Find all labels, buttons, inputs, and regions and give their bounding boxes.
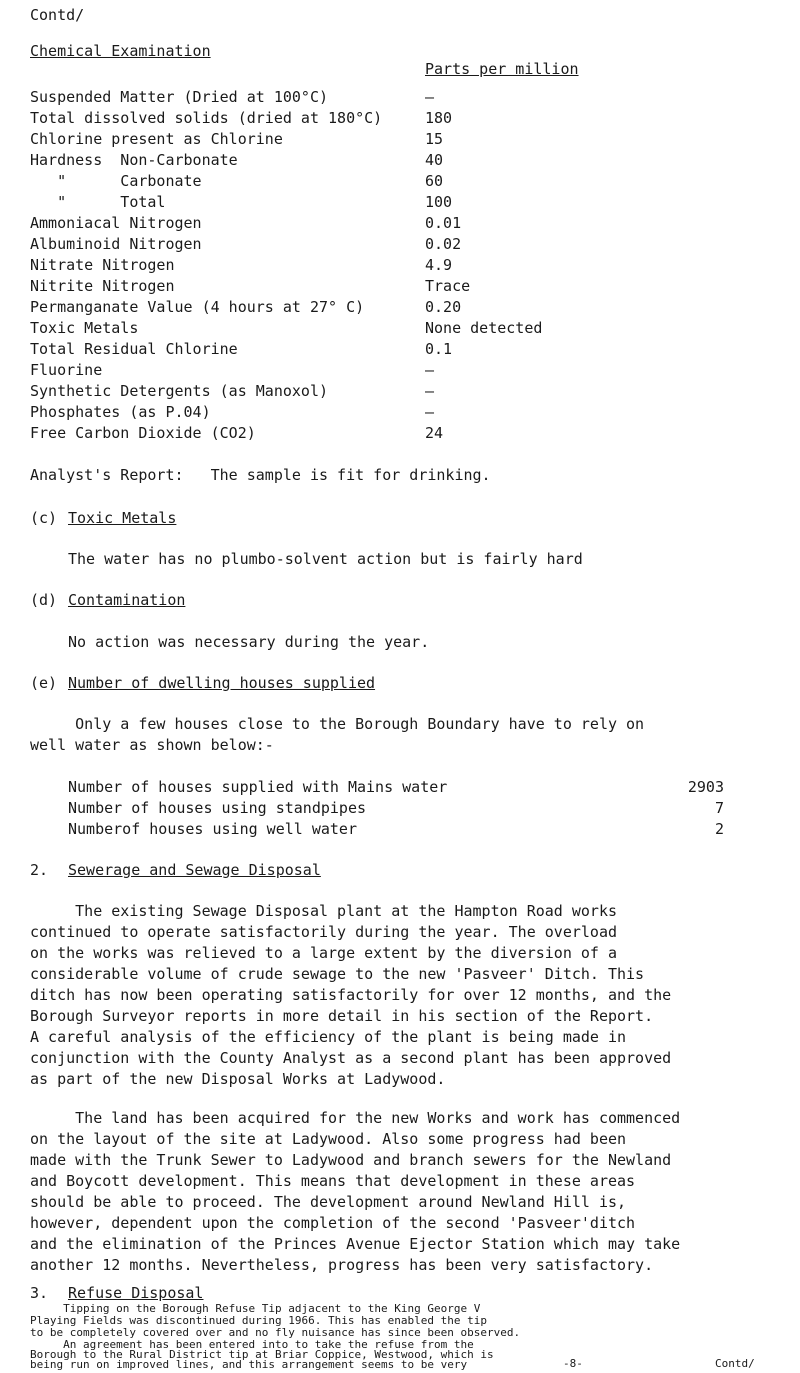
chem-value: 0.02: [425, 235, 462, 253]
houses-value: 7: [714, 799, 724, 817]
chem-label: Fluorine: [30, 361, 103, 379]
paragraph-line: and the elimination of the Princes Avenue Ejector Station which may take: [30, 1235, 681, 1253]
paragraph-line: considerable volume of crude sewage to the new 'Pasveer' Ditch. This: [30, 965, 645, 983]
dwelling-text-line: well water as shown below:-: [30, 736, 274, 754]
chem-value: 4.9: [425, 256, 453, 274]
chem-row: [30, 254, 770, 276]
paragraph-line: made with the Trunk Sewer to Ladywood and branch sewers for the Newland: [30, 1151, 672, 1169]
chem-value: 0.1: [425, 340, 453, 358]
chem-label: Permanganate Value (4 hours at 27° C): [30, 298, 365, 316]
chemical-examination-heading: Chemical Examination: [30, 42, 211, 60]
chem-value: 0.01: [425, 214, 462, 232]
chem-row: [30, 212, 770, 234]
chem-row: [30, 296, 770, 318]
chem-label: Synthetic Detergents (as Manoxol): [30, 382, 329, 400]
chem-row: [30, 128, 770, 150]
paragraph-line: ditch has now been operating satisfactorily for over 12 months, and the: [30, 986, 672, 1004]
paragraph-line: Playing Fields was discontinued during 1966. This has enabled the tip: [30, 1314, 487, 1327]
chem-row: [30, 317, 770, 339]
chem-label: Total Residual Chlorine: [30, 340, 238, 358]
paragraph-line: An agreement has been entered into to take the refuse from the: [30, 1338, 474, 1351]
houses-label: Numberof houses using well water: [68, 820, 357, 838]
contd-header: Contd/: [30, 6, 85, 24]
chem-label: Total dissolved solids (dried at 180°C): [30, 109, 383, 127]
analyst-report: Analyst's Report: The sample is fit for drinking.: [30, 466, 491, 484]
chem-value: 24: [425, 424, 444, 442]
paragraph-line: conjunction with the County Analyst as a second plant has been approved: [30, 1049, 672, 1067]
chem-label: Nitrite Nitrogen: [30, 277, 175, 295]
chem-value: 180: [425, 109, 453, 127]
paragraph-line: A careful analysis of the efficiency of the plant is being made in: [30, 1028, 627, 1046]
chem-label: Free Carbon Dioxide (CO2): [30, 424, 256, 442]
houses-row: [68, 818, 724, 840]
page-number: -8-: [563, 1357, 583, 1370]
chem-label: Nitrate Nitrogen: [30, 256, 175, 274]
chem-value: –: [425, 88, 435, 106]
chem-label: Albuminoid Nitrogen: [30, 235, 202, 253]
chem-row: [30, 233, 770, 255]
paragraph-line: continued to operate satisfactorily during the year. The overload: [30, 923, 617, 941]
houses-label: Number of houses using standpipes: [68, 799, 367, 817]
chem-value: 60: [425, 172, 444, 190]
chem-row: [30, 338, 770, 360]
paragraph-line: however, dependent upon the completion of the second 'Pasveer'ditch: [30, 1214, 636, 1232]
contd-footer: Contd/: [715, 1357, 755, 1370]
dwelling-houses-heading: Number of dwelling houses supplied: [68, 674, 376, 692]
dwelling-text-line: Only a few houses close to the Borough Boundary have to rely on: [30, 715, 645, 733]
houses-value: 2903: [687, 778, 724, 796]
chem-label: Phosphates (as P.04): [30, 403, 211, 421]
chem-row: [30, 149, 770, 171]
paragraph-line: being run on improved lines, and this arrangement seems to be very: [30, 1358, 468, 1371]
chem-row: [30, 275, 770, 297]
paragraph-line: should be able to proceed. The development around Newland Hill is,: [30, 1193, 627, 1211]
chem-row: [30, 401, 770, 423]
paragraph-line: Tipping on the Borough Refuse Tip adjacent to the King George V: [30, 1302, 481, 1315]
chem-label: " Carbonate: [30, 172, 202, 190]
chem-value: Trace: [425, 277, 471, 295]
chem-label: Suspended Matter (Dried at 100°C): [30, 88, 329, 106]
toxic-metals-heading: Toxic Metals: [68, 509, 177, 527]
chem-label: Ammoniacal Nitrogen: [30, 214, 202, 232]
units-heading: Parts per million: [425, 60, 579, 78]
toxic-metals-text: The water has no plumbo-solvent action but is fairly hard: [68, 550, 583, 568]
chem-value: –: [425, 403, 435, 421]
paragraph-line: Borough Surveyor reports in more detail in his section of the Report.: [30, 1007, 654, 1025]
chem-row: [30, 359, 770, 381]
chem-row: [30, 86, 770, 108]
contamination-heading: Contamination: [68, 591, 186, 609]
chem-value: –: [425, 382, 435, 400]
section-marker-c: (c): [30, 509, 58, 527]
paragraph-line: another 12 months. Nevertheless, progress has been very satisfactory.: [30, 1256, 654, 1274]
paragraph-line: The land has been acquired for the new Works and work has commenced: [30, 1109, 681, 1127]
paragraph-line: to be completely covered over and no fly nuisance has since been observed.: [30, 1326, 521, 1339]
chem-value: 0.20: [425, 298, 462, 316]
chem-label: Toxic Metals: [30, 319, 139, 337]
chem-value: 15: [425, 130, 444, 148]
chem-label: Chlorine present as Chlorine: [30, 130, 283, 148]
paragraph-line: Borough to the Rural District tip at Briar Coppice, Westwood, which is: [30, 1348, 494, 1361]
chem-row: [30, 107, 770, 129]
section-number-2: 2.: [30, 861, 49, 879]
contamination-text: No action was necessary during the year.: [68, 633, 430, 651]
paragraph-line: The existing Sewage Disposal plant at the Hampton Road works: [30, 902, 617, 920]
chem-row: [30, 191, 770, 213]
houses-row: [68, 776, 724, 798]
section-marker-e: (e): [30, 674, 58, 692]
houses-row: [68, 797, 724, 819]
chem-row: [30, 170, 770, 192]
chem-label: Hardness Non-Carbonate: [30, 151, 238, 169]
chem-row: [30, 422, 770, 444]
chem-value: 100: [425, 193, 453, 211]
houses-value: 2: [714, 820, 724, 838]
chem-value: None detected: [425, 319, 543, 337]
chem-label: " Total: [30, 193, 166, 211]
refuse-disposal-heading: Refuse Disposal: [68, 1284, 204, 1302]
section-number-3: 3.: [30, 1284, 49, 1302]
paragraph-line: on the layout of the site at Ladywood. Also some progress had been: [30, 1130, 627, 1148]
chem-value: 40: [425, 151, 444, 169]
houses-label: Number of houses supplied with Mains water: [68, 778, 448, 796]
section-marker-d: (d): [30, 591, 58, 609]
paragraph-line: on the works was relieved to a large extent by the diversion of a: [30, 944, 617, 962]
paragraph-line: as part of the new Disposal Works at Ladywood.: [30, 1070, 446, 1088]
paragraph-line: and Boycott development. This means that development in these areas: [30, 1172, 636, 1190]
sewerage-heading: Sewerage and Sewage Disposal: [68, 861, 321, 879]
chem-row: [30, 380, 770, 402]
chem-value: –: [425, 361, 435, 379]
